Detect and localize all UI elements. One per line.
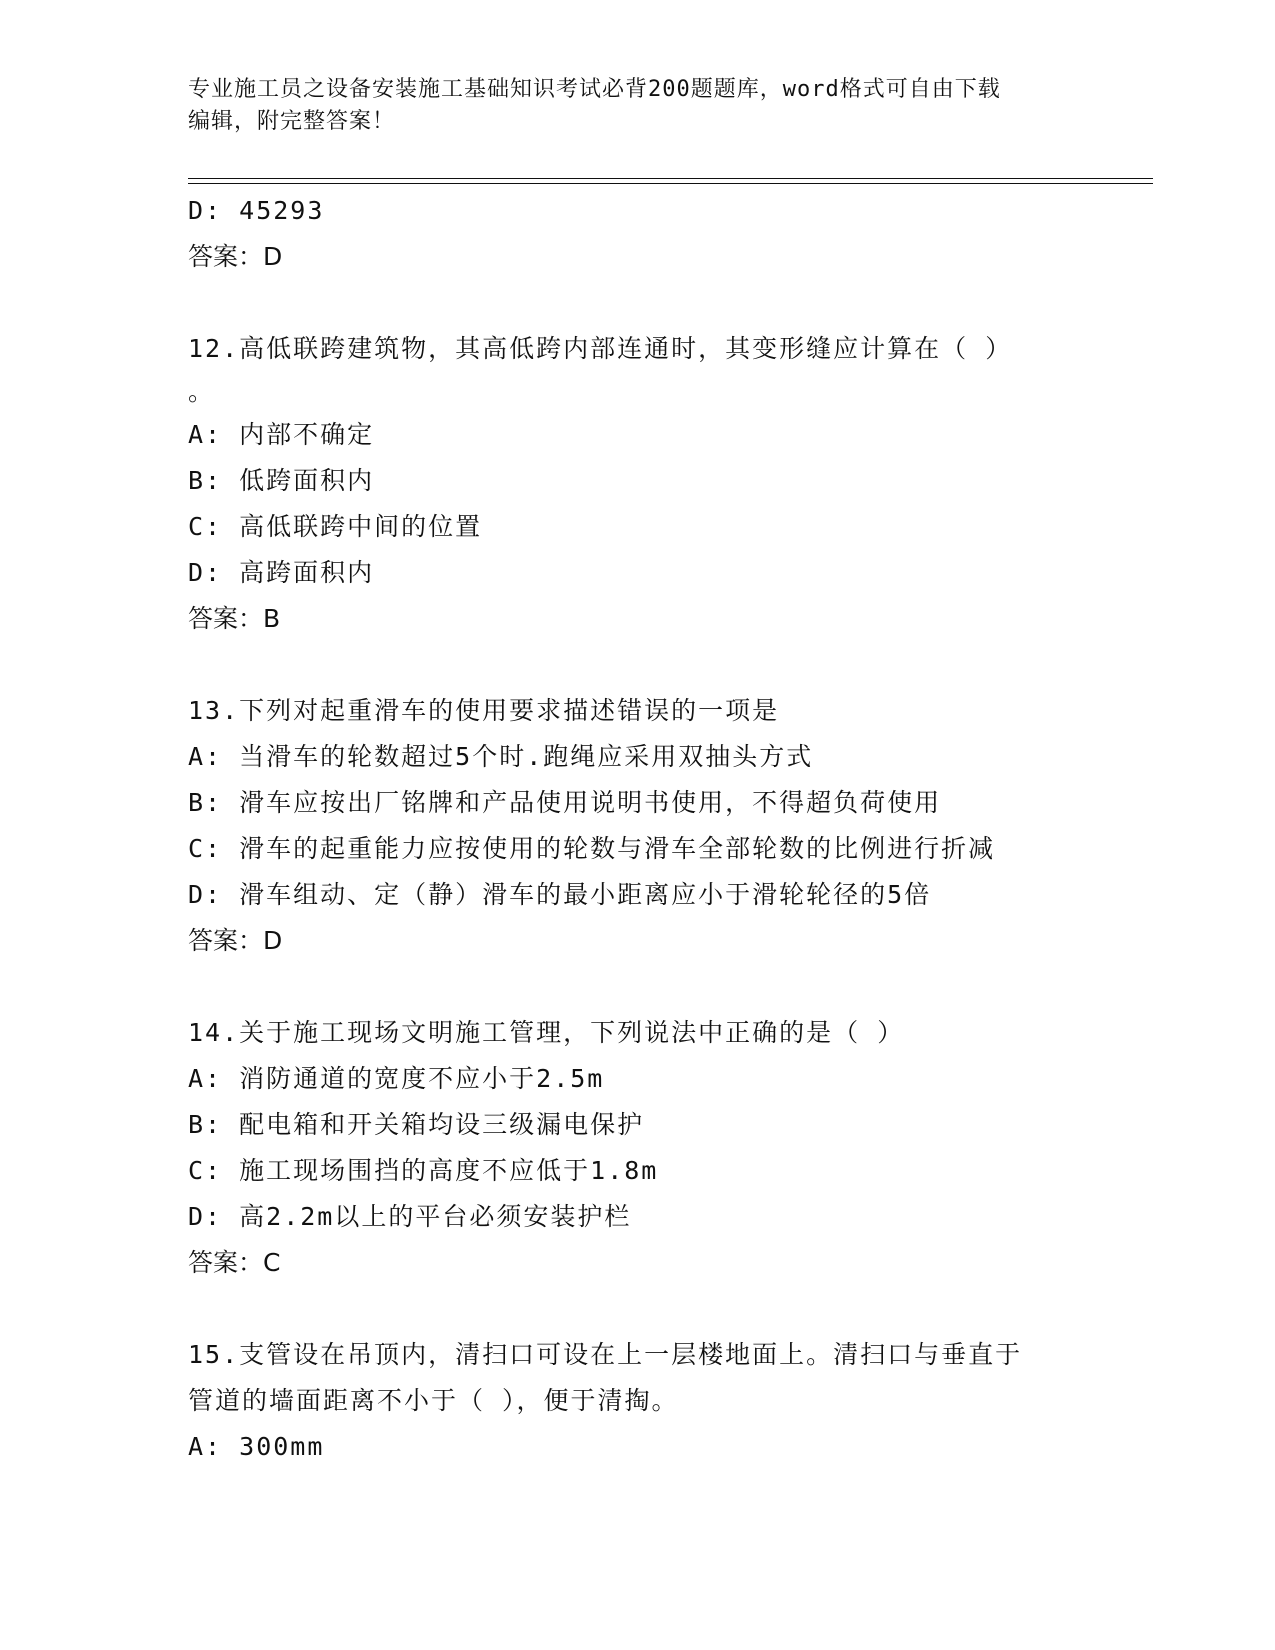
question-list bbox=[188, 188, 1088, 1470]
answer-label: 答案：B bbox=[188, 604, 281, 633]
header-rule-top bbox=[188, 178, 1153, 179]
option-a: A: 300mm bbox=[188, 1432, 325, 1461]
option-d: D: 高2.2m以上的平台必须安装护栏 bbox=[188, 1202, 632, 1231]
option-c: C: 施工现场围挡的高度不应低于1.8m bbox=[188, 1156, 659, 1185]
question-block-14 bbox=[188, 1010, 1088, 1286]
option-d: D: 滑车组动、定（静）滑车的最小距离应小于滑轮轮径的5倍 bbox=[188, 880, 932, 909]
spacer bbox=[188, 1286, 1088, 1332]
question-stem-continuation: 。 bbox=[188, 377, 216, 406]
option-a: A: 消防通道的宽度不应小于2.5m bbox=[188, 1064, 605, 1093]
option-a: A: 内部不确定 bbox=[188, 420, 375, 449]
header-line-1: 专业施工员之设备安装施工基础知识考试必背200题题库，word格式可自由下载 bbox=[188, 77, 1001, 102]
question-stem-continuation: 管道的墙面距离不小于（ ），便于清掏。 bbox=[188, 1386, 679, 1415]
question-block-prev bbox=[188, 188, 1088, 280]
option-d: D: 45293 bbox=[188, 196, 325, 225]
question-stem: 12.高低联跨建筑物，其高低跨内部连通时，其变形缝应计算在（ ） bbox=[188, 334, 1013, 363]
question-block-12 bbox=[188, 326, 1088, 642]
question-block-15 bbox=[188, 1332, 1088, 1470]
answer-label: 答案：D bbox=[188, 926, 283, 955]
option-c: C: 高低联跨中间的位置 bbox=[188, 512, 483, 541]
spacer bbox=[188, 642, 1088, 688]
option-c: C: 滑车的起重能力应按使用的轮数与滑车全部轮数的比例进行折减 bbox=[188, 834, 996, 863]
option-b: B: 低跨面积内 bbox=[188, 466, 375, 495]
option-d: D: 高跨面积内 bbox=[188, 558, 375, 587]
spacer bbox=[188, 280, 1088, 326]
option-b: B: 配电箱和开关箱均设三级漏电保护 bbox=[188, 1110, 645, 1139]
document-header bbox=[188, 74, 1088, 138]
question-stem: 14.关于施工现场文明施工管理，下列说法中正确的是（ ） bbox=[188, 1018, 905, 1047]
question-stem: 13.下列对起重滑车的使用要求描述错误的一项是 bbox=[188, 696, 780, 725]
answer-label: 答案：C bbox=[188, 1248, 281, 1277]
header-rule-bottom bbox=[188, 183, 1153, 184]
option-b: B: 滑车应按出厂铭牌和产品使用说明书使用，不得超负荷使用 bbox=[188, 788, 942, 817]
answer-label: 答案：D bbox=[188, 242, 283, 271]
header-line-2: 编辑，附完整答案！ bbox=[188, 109, 396, 134]
question-stem: 15.支管设在吊顶内，清扫口可设在上一层楼地面上。清扫口与垂直于 bbox=[188, 1340, 1023, 1369]
question-block-13 bbox=[188, 688, 1088, 964]
spacer bbox=[188, 964, 1088, 1010]
option-a: A: 当滑车的轮数超过5个时.跑绳应采用双抽头方式 bbox=[188, 742, 814, 771]
